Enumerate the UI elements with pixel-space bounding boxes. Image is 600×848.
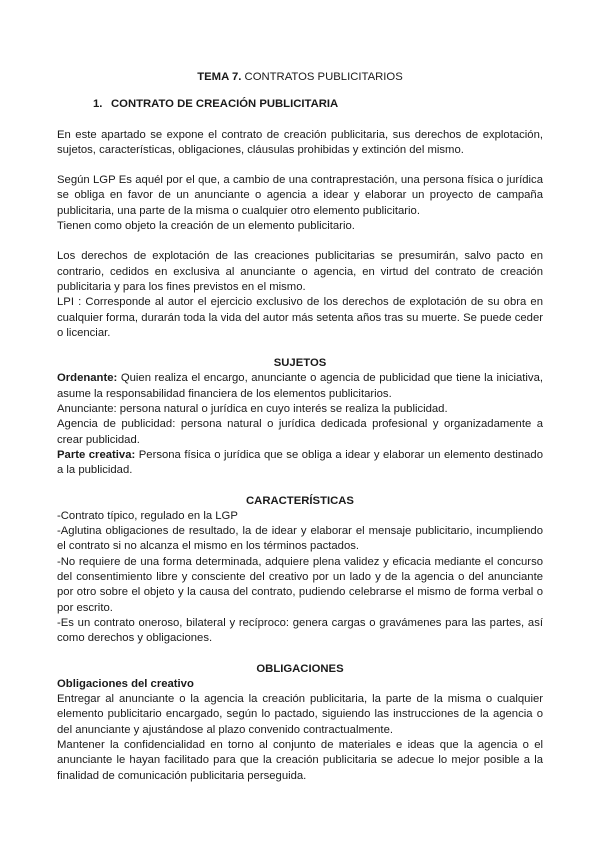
object-paragraph: Tienen como objeto la creación de un elemento publicitario. (57, 220, 355, 233)
title-rest: CONTRATOS PUBLICITARIOS (241, 71, 403, 83)
parte-creativa-paragraph (57, 448, 543, 479)
parte-creativa-text: Persona física o jurídica que se obliga a idear y elaborar un elemento destinado a la publicidad. (57, 448, 544, 477)
document-title (57, 70, 543, 85)
obligaciones-heading: OBLIGACIONES (256, 662, 344, 675)
caracteristica-item: -Es un contrato oneroso, bilateral y recíproco: genera cargas o gravámenes para las partes, así como derechos y obligaciones. (57, 616, 543, 645)
obligaciones-creativo-subheading: Obligaciones del creativo (57, 677, 194, 690)
rights-paragraph: Los derechos de explotación de las creaciones publicitarias se presumirán, salvo pacto en contrario, cedidos en exclusiva al anunciante o agencia, en virtud del contrato de creación publicitaria y para los fines previstos en el mismo. (57, 250, 543, 293)
agencia-paragraph: Agencia de publicidad: persona natural o jurídica dedicada profesional y organizadamente a crear publicidad. (57, 418, 543, 446)
parte-creativa-label: Parte creativa: (57, 448, 136, 461)
ordenante-label: Ordenante: (57, 372, 118, 385)
section-1-title: CONTRATO DE CREACIÓN PUBLICITARIA (111, 98, 339, 111)
obligacion-item: Entregar al anunciante o la agencia la creación publicitaria, la parte de la misma o cualquier elemento publicitario encargado, según lo pactado, siguiendo las instrucciones de la agencia o del anunciante y ajustándose al plazo convenido contractualmente. (57, 693, 543, 736)
intro-paragraph: En este apartado se expone el contrato de creación publicitaria, sus derechos de explotación, sujetos, características, obligaciones, cláusulas prohibidas y extinción del mismo. (57, 128, 543, 156)
ordenante-text: Quien realiza el encargo, anunciante o agencia de publicidad que tiene la iniciativa, asume la responsabilidad financiera de los elementos publicitarios. (57, 372, 543, 400)
caracteristica-item: -Contrato típico, regulado en la LGP (57, 509, 238, 522)
title-bold: TEMA 7. (197, 71, 242, 83)
lgp-definition-paragraph: Según LGP Es aquél por el que, a cambio de una contraprestación, una persona física o jurídica se obliga en favor de un anunciante o agencia a idear y elaborar un proyecto de campaña publicitaria, una parte de la misma o cualquier otro elemento publicitario. (57, 174, 543, 217)
caracteristica-item: -Aglutina obligaciones de resultado, la de idear y elaborar el mensaje publicitario, incumpliendo el contrato si no alcanza el mismo en los términos pactados. (57, 525, 543, 553)
obligacion-item: Mantener la confidencialidad en torno al conjunto de materiales e ideas que la agencia o el anunciante le hayan facilitado para que la creación publicitaria se adecue lo mejor posible a la finalidad de comunicación publicitaria perseguida. (57, 738, 543, 782)
section-1-number: 1. (93, 98, 103, 111)
caracteristica-item: -No requiere de una forma determinada, adquiere plena validez y eficacia mediante el concurso del consentimiento libre y consciente del creativo por un lado y de la agencia o del anunciante por otro sobre el objeto y la causa del contrato, pudiendo celebrarse el mismo de forma verbal o por escrito. (57, 555, 543, 614)
anunciante-paragraph: Anunciante: persona natural o jurídica en cuyo interés se realiza la publicidad. (57, 403, 448, 416)
ordenante-paragraph (57, 371, 543, 402)
section-1-heading (93, 97, 543, 112)
lpi-paragraph: LPI : Corresponde al autor el ejercicio exclusivo de los derechos de explotación de su obra en cualquier forma, durarán toda la vida del autor más setenta años tras su muerte. Se puede ceder o licenciar. (57, 296, 543, 339)
caracteristicas-heading: CARACTERÍSTICAS (246, 494, 354, 507)
sujetos-heading: SUJETOS (273, 357, 327, 370)
